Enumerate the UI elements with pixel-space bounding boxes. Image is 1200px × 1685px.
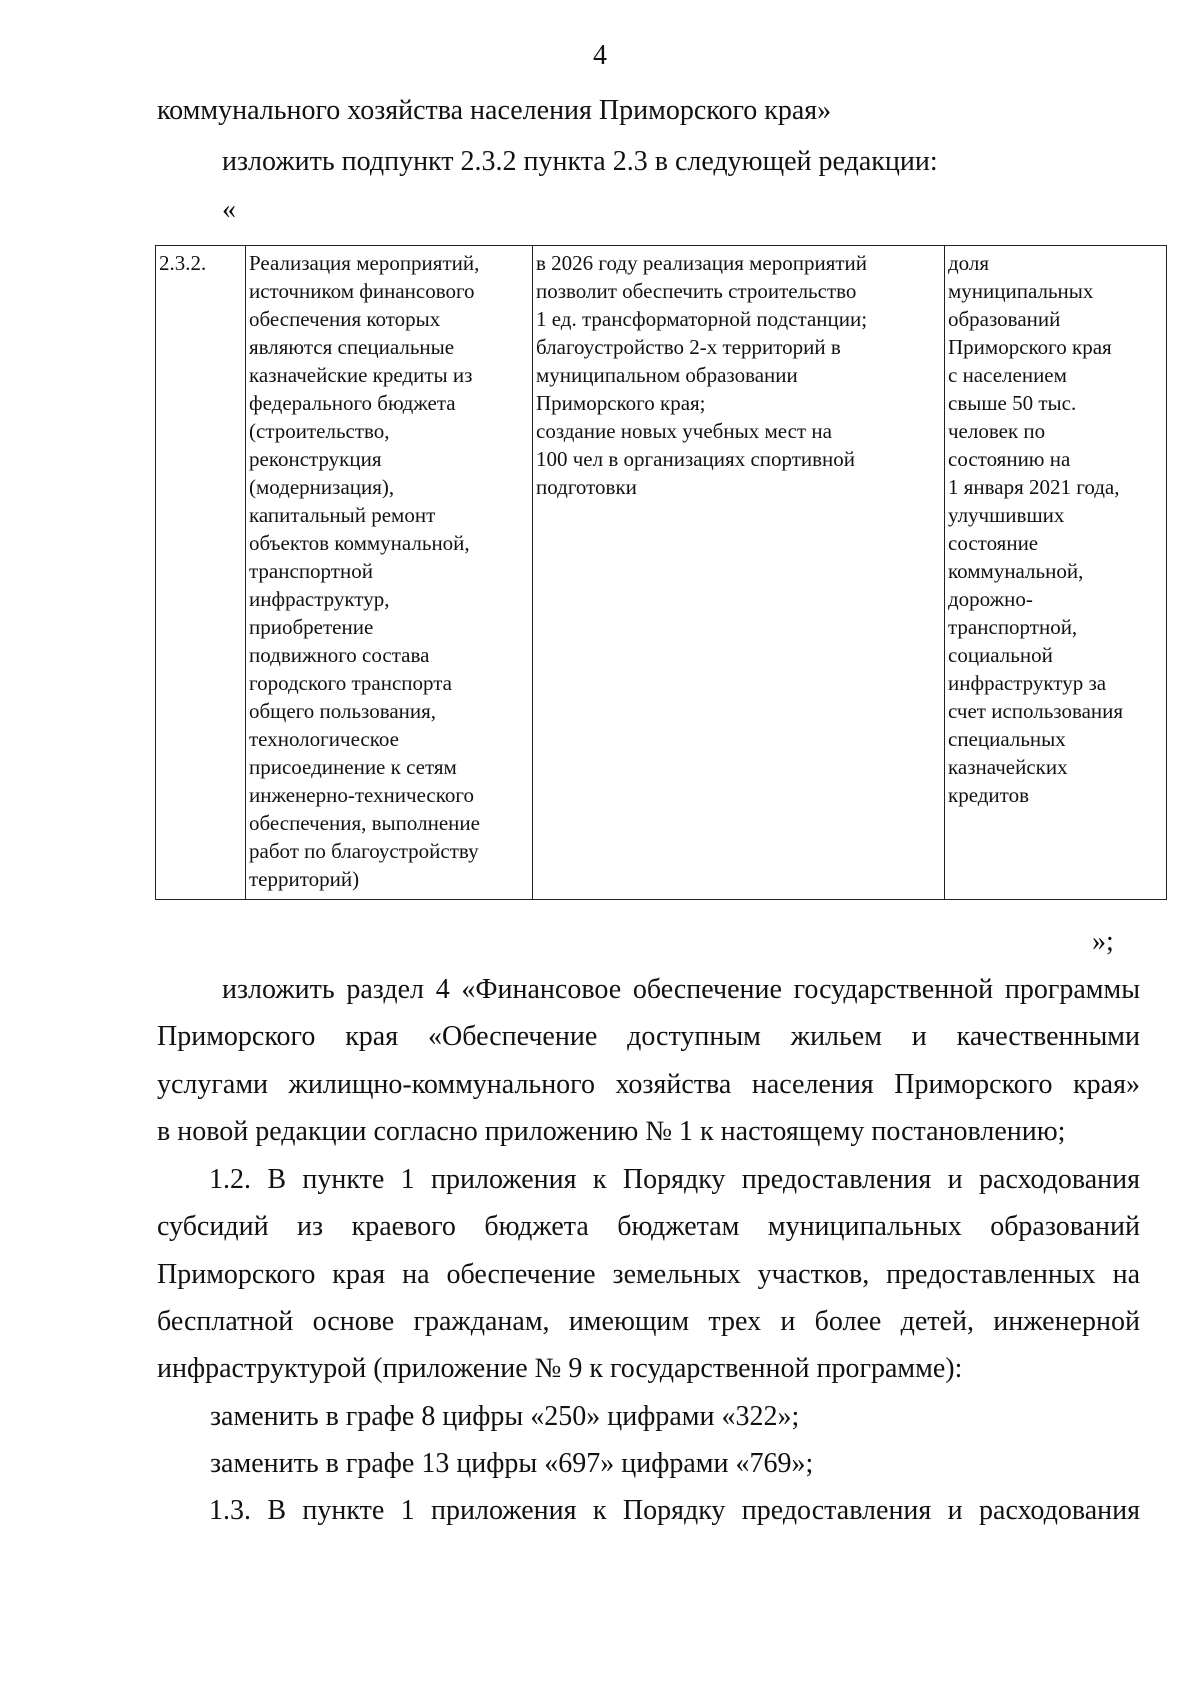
section4-line-3: услугами жилищно-коммунального хозяйства населения Приморского края» bbox=[157, 1069, 1140, 1100]
section4-line-2: Приморского края «Обеспечение доступным жильем и качественными bbox=[157, 1021, 1140, 1052]
p12-line-2: субсидий из краевого бюджета бюджетам муниципальных образований bbox=[157, 1211, 1140, 1242]
instruction-line: изложить подпункт 2.3.2 пункта 2.3 в следующей редакции: bbox=[222, 146, 938, 177]
cell-indicator: доля муниципальных образований Приморского края с населением свыше 50 тыс. человек по состоянию на 1 января 2021 года, улучшивших состояние коммунальной, дорожно- транспортной, социальной инфраструктур за счет использования специальных казначейских кредитов bbox=[945, 246, 1167, 900]
table-row bbox=[156, 246, 1167, 900]
replace-col8-line: заменить в графе 8 цифры «250» цифрами «322»; bbox=[210, 1401, 800, 1432]
cell-code: 2.3.2. bbox=[156, 246, 246, 900]
p12-line-1: 1.2. В пункте 1 приложения к Порядку предоставления и расходования bbox=[209, 1164, 1140, 1195]
p12-line-5: инфраструктурой (приложение № 9 к государственной программе): bbox=[157, 1353, 963, 1384]
cell-result: в 2026 году реализация мероприятий позволит обеспечить строительство 1 ед. трансформаторной подстанции; благоустройство 2-х территорий в муниципальном образовании Приморского края; создание новых учебных мест на 100 чел в организациях спортивной подготовки bbox=[533, 246, 945, 900]
section4-line-4: в новой редакции согласно приложению № 1 к настоящему постановлению; bbox=[157, 1116, 1066, 1147]
close-quote: »; bbox=[1092, 926, 1114, 957]
cell-activity: Реализация мероприятий, источником финансового обеспечения которых являются специальные казначейские кредиты из федерального бюджета (строительство, реконструкция (модернизация), капитальный ремонт объектов коммунальной, транспортной инфраструктур, приобретение подвижного состава городского транспорта общего пользования, технологическое присоединение к сетям инженерно-технического обеспечения, выполнение работ по благоустройству территорий) bbox=[246, 246, 533, 900]
p12-line-4: бесплатной основе гражданам, имеющим трех и более детей, инженерной bbox=[157, 1306, 1140, 1337]
page-number: 4 bbox=[593, 40, 607, 71]
amendment-table bbox=[155, 245, 1167, 900]
p12-line-3: Приморского края на обеспечение земельных участков, предоставленных на bbox=[157, 1259, 1140, 1290]
open-quote: « bbox=[222, 194, 236, 225]
section4-line-1: изложить раздел 4 «Финансовое обеспечение государственной программы bbox=[222, 974, 1140, 1005]
intro-line: коммунального хозяйства населения Приморского края» bbox=[157, 95, 832, 126]
replace-col13-line: заменить в графе 13 цифры «697» цифрами «769»; bbox=[210, 1448, 814, 1479]
p13-line-1: 1.3. В пункте 1 приложения к Порядку предоставления и расходования bbox=[209, 1495, 1140, 1526]
